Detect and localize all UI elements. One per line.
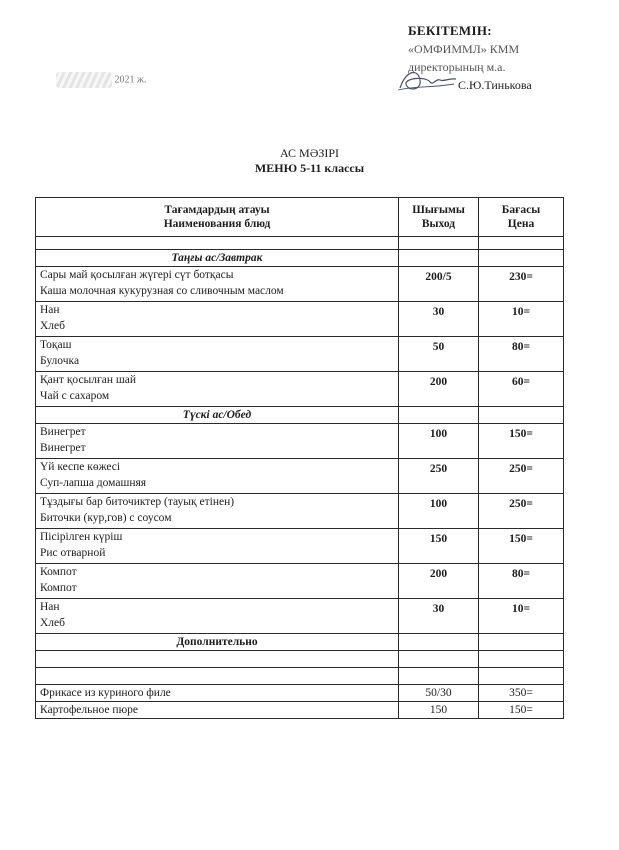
- section-lunch: [36, 407, 564, 424]
- dish-yield: 150: [399, 702, 479, 719]
- menu-subtitle: МЕНЮ 5-11 классы: [254, 161, 365, 175]
- date-blot: [56, 72, 112, 88]
- dish-yield: 200/5: [399, 267, 479, 302]
- dish-price: 80=: [479, 337, 564, 372]
- section-label: Таңғы ас/Завтрак: [36, 250, 399, 267]
- dish-name-ru: Булочка: [40, 355, 80, 367]
- approval-heading: БЕКІТЕМІН:: [408, 23, 492, 38]
- table-row: [36, 494, 564, 529]
- table-row: [36, 459, 564, 494]
- dish-name-ru: Каша молочная кукурузная со сливочным маслом: [40, 285, 284, 297]
- table-row: [36, 372, 564, 407]
- dish-yield: 150: [399, 529, 479, 564]
- dish-name-kz: Пісірілген күріш: [40, 531, 123, 543]
- dish-price: 250=: [479, 459, 564, 494]
- dish-price: 230=: [479, 267, 564, 302]
- dish-yield: 100: [399, 494, 479, 529]
- dish-name-ru: Винегрет: [40, 442, 86, 454]
- dish-name-kz: Винегрет: [40, 426, 86, 438]
- dish-name-kz: Үй кеспе көжесі: [40, 461, 121, 473]
- header-dish-name-ru: Наименования блюд: [163, 218, 271, 230]
- dish-name-ru: Хлеб: [40, 320, 65, 332]
- header-price: [479, 198, 564, 237]
- header-yield: [399, 198, 479, 237]
- dish-name-kz: Тұздығы бар биточиктер (тауық етінен): [40, 496, 235, 508]
- approval-name: С.Ю.Тинькова: [458, 78, 532, 92]
- header-dish-name-kz: Тағамдардың атауы: [164, 204, 270, 216]
- dish-name-kz: Тоқаш: [40, 339, 72, 351]
- dish-name-kz: Сары май қосылған жүгері сүт ботқасы: [40, 269, 234, 281]
- table-row: [36, 685, 564, 702]
- empty-row: [36, 651, 564, 668]
- empty-row: [36, 668, 564, 685]
- dish-name: Картофельное пюре: [36, 702, 399, 719]
- dish-name-ru: Суп-лапша домашняя: [40, 477, 147, 489]
- menu-table: [35, 197, 564, 719]
- section-extra: [36, 634, 564, 651]
- dish-yield: 200: [399, 372, 479, 407]
- table-row: [36, 702, 564, 719]
- table-header-row: [36, 198, 564, 237]
- dish-price: 60=: [479, 372, 564, 407]
- table-row: [36, 599, 564, 634]
- header-price-kz: Бағасы: [501, 204, 541, 216]
- approval-role: директорының м.а.: [408, 60, 506, 74]
- table-row: [36, 337, 564, 372]
- dish-name-ru: Хлеб: [40, 617, 65, 629]
- dish-yield: 200: [399, 564, 479, 599]
- dish-yield: 30: [399, 302, 479, 337]
- approval-organization: «ОМФИММЛ» КММ: [408, 42, 520, 56]
- dish-name-kz: Нан: [40, 304, 60, 316]
- date-suffix: 2021 ж.: [114, 74, 147, 86]
- dish-price: 250=: [479, 494, 564, 529]
- menu-title: АС МӘЗІРІ: [279, 146, 340, 160]
- table-row: [36, 267, 564, 302]
- dish-name-ru: Биточки (кур,гов) с соусом: [40, 512, 172, 524]
- dish-price: 10=: [479, 302, 564, 337]
- section-label: Дополнительно: [36, 634, 399, 651]
- table-row: [36, 302, 564, 337]
- dish-price: 350=: [479, 685, 564, 702]
- dish-yield: 50/30: [399, 685, 479, 702]
- dish-price: 80=: [479, 564, 564, 599]
- dish-price: 150=: [479, 529, 564, 564]
- header-yield-ru: Выход: [421, 218, 456, 230]
- section-label: Түскі ас/Обед: [36, 407, 399, 424]
- dish-name-kz: Қант қосылған шай: [40, 374, 136, 386]
- dish-yield: 30: [399, 599, 479, 634]
- header-price-ru: Цена: [507, 218, 535, 230]
- dish-name-ru: Компот: [40, 582, 77, 594]
- dish-name-kz: Нан: [40, 601, 60, 613]
- table-row: [36, 424, 564, 459]
- signature-image: [396, 66, 458, 96]
- section-breakfast: [36, 250, 564, 267]
- dish-yield: 250: [399, 459, 479, 494]
- dish-name-kz: Компот: [40, 566, 77, 578]
- table-row: [36, 564, 564, 599]
- dish-name: Фрикасе из куриного филе: [36, 685, 399, 702]
- dish-name-ru: Чай с сахаром: [40, 390, 110, 402]
- dish-yield: 100: [399, 424, 479, 459]
- dish-price: 150=: [479, 702, 564, 719]
- table-row: [36, 529, 564, 564]
- dish-price: 150=: [479, 424, 564, 459]
- dish-price: 10=: [479, 599, 564, 634]
- dish-yield: 50: [399, 337, 479, 372]
- document-date: [56, 72, 146, 88]
- spacer-row: [36, 237, 564, 250]
- dish-name-ru: Рис отварной: [40, 547, 106, 559]
- header-dish-name: [36, 198, 399, 237]
- header-yield-kz: Шығымы: [412, 204, 465, 216]
